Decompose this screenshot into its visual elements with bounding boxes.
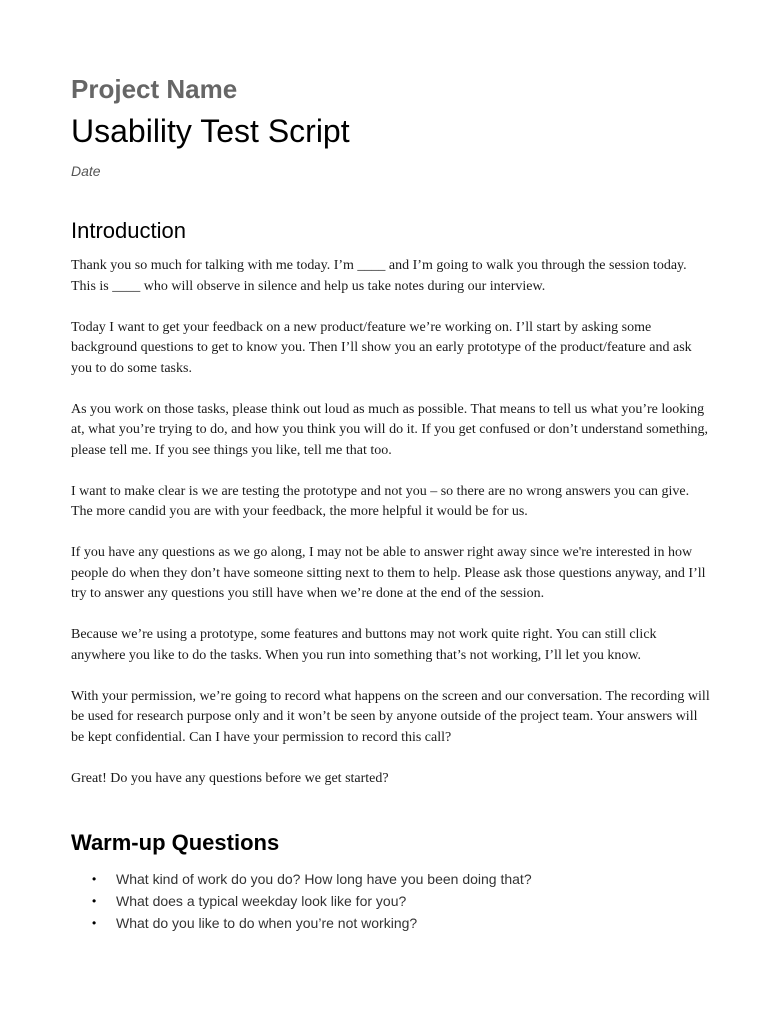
intro-paragraph: I want to make clear is we are testing the prototype and not you – so there are no wrong answers you can give. The more candid you are with your feedback, the more helpful it would be for us. [71, 483, 690, 519]
list-item [71, 912, 711, 934]
project-name: Project Name [71, 74, 238, 104]
warmup-question-list [71, 868, 711, 934]
document-date: Date [71, 163, 101, 179]
introduction-heading: Introduction [71, 218, 186, 243]
warmup-question: What kind of work do you do? How long have you been doing that? [116, 871, 532, 887]
list-item [71, 868, 711, 890]
warmup-heading: Warm-up Questions [71, 830, 280, 855]
intro-paragraph: Thank you so much for talking with me today. I’m ____ and I’m going to walk you through the session today. This is ____ who will observe in silence and help us take notes during our interview. [71, 258, 687, 294]
list-item [71, 890, 711, 912]
intro-paragraph: Today I want to get your feedback on a new product/feature we’re working on. I’ll start by asking some background questions to get to know you. Then I’ll show you an early prototype of the product/feature and ask you to do some tasks. [71, 319, 692, 376]
intro-paragraph: Because we’re using a prototype, some features and buttons may not work quite right. You can still click anywhere you like to do the tasks. When you run into something that’s not working, I’ll let you know. [71, 627, 657, 663]
document-title: Usability Test Script [71, 113, 350, 149]
bullet-icon: • [92, 916, 97, 930]
intro-paragraph: If you have any questions as we go along, I may not be able to answer right away since we're interested in how people do when they don’t have someone sitting next to them to help. Please ask those questions anyway, and I’ll try to answer any questions you still have when we’re done at the end of the session. [71, 545, 706, 601]
warmup-question: What does a typical weekday look like for you? [116, 893, 407, 909]
intro-paragraph: Great! Do you have any questions before we get started? [71, 770, 389, 786]
introduction-body [71, 256, 711, 789]
bullet-icon: • [92, 894, 97, 908]
bullet-icon: • [92, 872, 97, 886]
intro-paragraph: With your permission, we’re going to record what happens on the screen and our conversation. The recording will be used for research purpose only and it won’t be seen by anyone outside of the project team. Your answers will be kept confidential. Can I have your permission to record this call? [71, 688, 710, 745]
warmup-question: What do you like to do when you’re not working? [116, 915, 418, 931]
intro-paragraph: As you work on those tasks, please think out loud as much as possible. That means to tell us what you’re looking at, what you’re trying to do, and how you think you will do it. If you get confused or don’t understand something, please tell me. If you see things you like, tell me that too. [71, 401, 709, 458]
